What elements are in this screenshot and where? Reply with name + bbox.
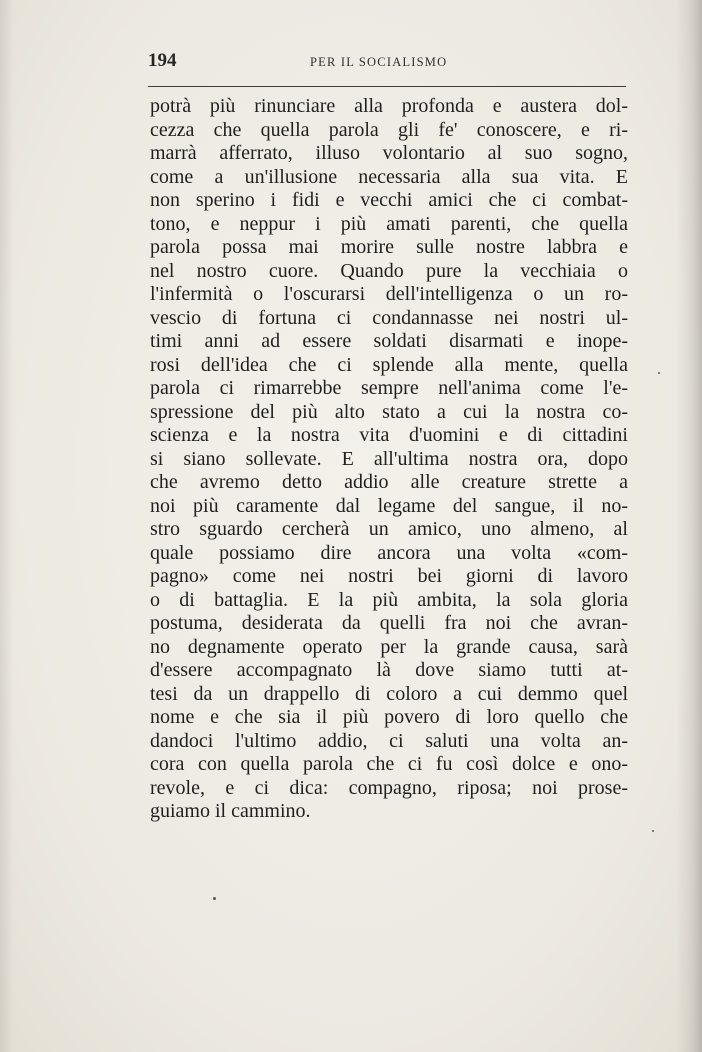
- text-line: pagno» come nei nostri bei giorni di lavoro: [150, 565, 628, 587]
- text-line: l'infermità o l'oscurarsi dell'intelligenza o un ro-: [150, 283, 628, 305]
- text-line: stro sguardo cercherà un amico, uno almeno, al: [150, 518, 628, 540]
- page-header: [148, 50, 626, 76]
- text-line: vescio di fortuna ci condannasse nei nostri ul-: [150, 306, 628, 329]
- text-line: rosi dell'idea che ci splende alla mente, quella: [150, 353, 628, 376]
- text-line: noi più caramente dal legame del sangue, il no-: [150, 494, 628, 517]
- header-rule: [148, 86, 626, 87]
- text-line: tesi da un drappello di coloro a cui demmo quel: [150, 682, 628, 705]
- text-line: guiamo il cammino.: [150, 800, 311, 822]
- text-line: parola possa mai morire sulle nostre labbra e: [150, 236, 628, 258]
- text-line: o di battaglia. E la più ambita, la sola gloria: [150, 588, 628, 611]
- text-line: postuma, desiderata da quelli fra noi che avran-: [150, 612, 628, 634]
- text-line: scienza e la nostra vita d'uomini e di cittadini: [150, 424, 628, 446]
- text-line: quale possiamo dire ancora una volta «com-: [150, 541, 628, 564]
- text-line: no degnamente operato per la grande causa, sarà: [150, 635, 628, 658]
- text-line: dandoci l'ultimo addio, ci saluti una volta an-: [150, 729, 628, 752]
- text-line: nel nostro cuore. Quando pure la vecchiaia o: [150, 259, 628, 282]
- text-line: potrà più rinunciare alla profonda e austera dol-: [150, 95, 628, 117]
- binding-shadow: [676, 0, 702, 1052]
- text-line: marrà afferrato, illuso volontario al suo sogno,: [150, 142, 628, 164]
- body-text: [150, 95, 628, 824]
- paper-speck: [658, 372, 660, 374]
- page-number: 194: [148, 50, 177, 71]
- paper-speck: [213, 897, 216, 900]
- text-line: revole, e ci dica: compagno, riposa; noi prose-: [150, 776, 628, 799]
- text-line: parola ci rimarrebbe sempre nell'anima come l'e-: [150, 377, 628, 399]
- text-line: spressione del più alto stato a cui la nostra co-: [150, 400, 628, 423]
- text-line: d'essere accompagnato là dove siamo tutti at-: [150, 659, 628, 681]
- text-line: nome e che sia il più povero di loro quello che: [150, 706, 628, 728]
- text-line: cora con quella parola che ci fu così dolce e ono-: [150, 753, 628, 775]
- text-line: che avremo detto addio alle creature strette a: [150, 471, 628, 493]
- text-line: non sperino i fidi e vecchi amici che ci combat-: [150, 189, 628, 211]
- text-line: timi anni ad essere soldati disarmati e inope-: [150, 330, 628, 352]
- text-line: tono, e neppur i più amati parenti, che quella: [150, 212, 628, 235]
- running-title: PER IL SOCIALISMO: [310, 55, 448, 69]
- page-edge-shadow: [0, 0, 14, 1052]
- text-line: come a un'illusione necessaria alla sua vita. E: [150, 165, 628, 188]
- text-line: si siano sollevate. E all'ultima nostra ora, dopo: [150, 447, 628, 470]
- text-line: cezza che quella parola gli fe' conoscere, e ri-: [150, 118, 628, 141]
- paper-speck: [652, 830, 654, 832]
